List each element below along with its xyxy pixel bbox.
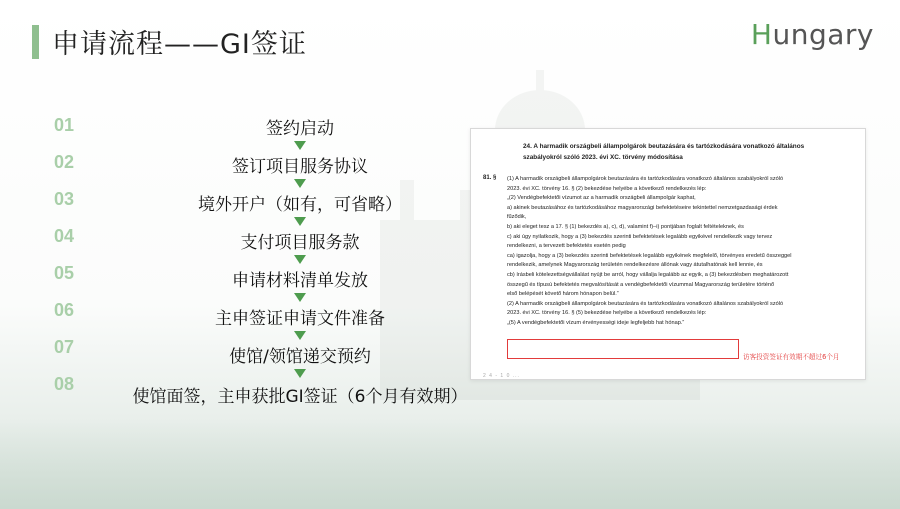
law-document-excerpt	[470, 128, 866, 380]
step-number: 05	[54, 263, 75, 283]
process-step: 申请材料清单发放	[232, 271, 368, 291]
brand-logo	[751, 18, 874, 51]
process-step: 支付项目服务款	[240, 233, 360, 253]
document-line: 2023. évi XC. törvény 16. § (5) bekezdése helyébe a következő rendelkezés lép:	[507, 310, 707, 317]
document-line: első belépését követő három hónapon belül.”	[507, 291, 619, 298]
down-arrow-icon	[294, 141, 306, 150]
document-line: rendelkezik, amelynek Magyarország területén rendelkezésre állónak vagy átutalhatónak kell lennie, és	[507, 262, 763, 269]
down-arrow-icon	[294, 369, 306, 378]
process-step: 使馆/领馆递交预约	[229, 347, 371, 367]
document-line: „(2) Vendégbefektetői vízumot az a harmadik országbeli állampolgár kaphat,	[507, 195, 696, 202]
title-accent-bar	[32, 25, 39, 59]
document-line: cb) írásbeli kötelezettségvállalást nyújt be arról, hogy vállalja legalább az egyik, a (3) bekezdésben meghatározott	[507, 271, 789, 278]
document-body	[507, 175, 853, 329]
document-line: a) akinek beutazásához és tartózkodásához magyarországi befektetéseire tekintettel nemzetgazdasági érdek	[507, 204, 778, 211]
step-number: 01	[54, 115, 75, 135]
step-number: 03	[54, 189, 75, 209]
document-line: fűződik,	[507, 214, 527, 221]
step-number: 06	[54, 300, 75, 320]
document-line: ca) igazolja, hogy a (3) bekezdés szerinti befektetések legalább egyikének megfelelő, törvényes eredetű összeggel	[507, 252, 792, 259]
brand-initial: H	[750, 18, 773, 51]
process-step: 使馆面签，主申获批GI签证（6个月有效期）	[132, 387, 468, 407]
document-line: b) aki eleget tesz a 17. § (1) bekezdés a), c), d), valamint f)–i) pontjában foglalt feltételeknek, és	[507, 223, 744, 230]
document-section-number: 81. §	[483, 175, 497, 181]
process-step: 境外开户（如有，可省略）	[198, 195, 402, 215]
document-line: rendelkezni, a tervezett befektetés esetén pedig	[507, 243, 626, 250]
process-step: 签订项目服务协议	[232, 157, 368, 177]
brand-text: ungary	[772, 18, 874, 51]
document-line: összegű és típusú befektetés megvalósítását a vendégbefektetői vízummal Magyarország területére történő	[507, 281, 775, 288]
document-heading: 24. A harmadik országbeli állampolgárok beutazására és tartózkodására vonatkozó általános szabályokról szóló 2023. évi XC. törvény módosítása	[523, 143, 805, 161]
down-arrow-icon	[294, 293, 306, 302]
highlight-box	[507, 339, 739, 359]
down-arrow-icon	[294, 331, 306, 340]
background-gradient	[0, 419, 900, 509]
document-line: (1) A harmadik országbeli állampolgárok beutazására és tartózkodására vonatkozó általános szabályokról szóló	[507, 176, 784, 182]
down-arrow-icon	[294, 255, 306, 264]
step-number: 02	[54, 152, 75, 172]
down-arrow-icon	[294, 179, 306, 188]
document-line: c) aki úgy nyilatkozik, hogy a (3) bekezdés szerinti befektetések legalább egyikével rendelkezik vagy tervez	[507, 233, 773, 240]
page-title: 申请流程——GI签证	[52, 29, 307, 60]
down-arrow-icon	[294, 217, 306, 226]
document-line: (2) A harmadik országbeli állampolgárok beutazására és tartózkodására vonatkozó általános szabályokról szóló	[507, 300, 784, 307]
step-number: 08	[54, 374, 75, 394]
process-step: 签约启动	[266, 119, 334, 139]
document-line: „(5) A vendégbefektetői vízum érvényességi ideje legfeljebb hat hónap.”	[507, 319, 685, 326]
document-footer: 2 4 - 1 0 ...	[483, 373, 520, 379]
process-step: 主申签证申请文件准备	[215, 309, 385, 329]
step-number: 04	[54, 226, 75, 246]
document-line: 2023. évi XC. törvény 16. § (2) bekezdése helyébe a következő rendelkezés lép:	[507, 185, 707, 192]
annotation-text: 访客投资签证有效期不超过6个月	[743, 353, 840, 361]
step-number: 07	[54, 337, 75, 357]
